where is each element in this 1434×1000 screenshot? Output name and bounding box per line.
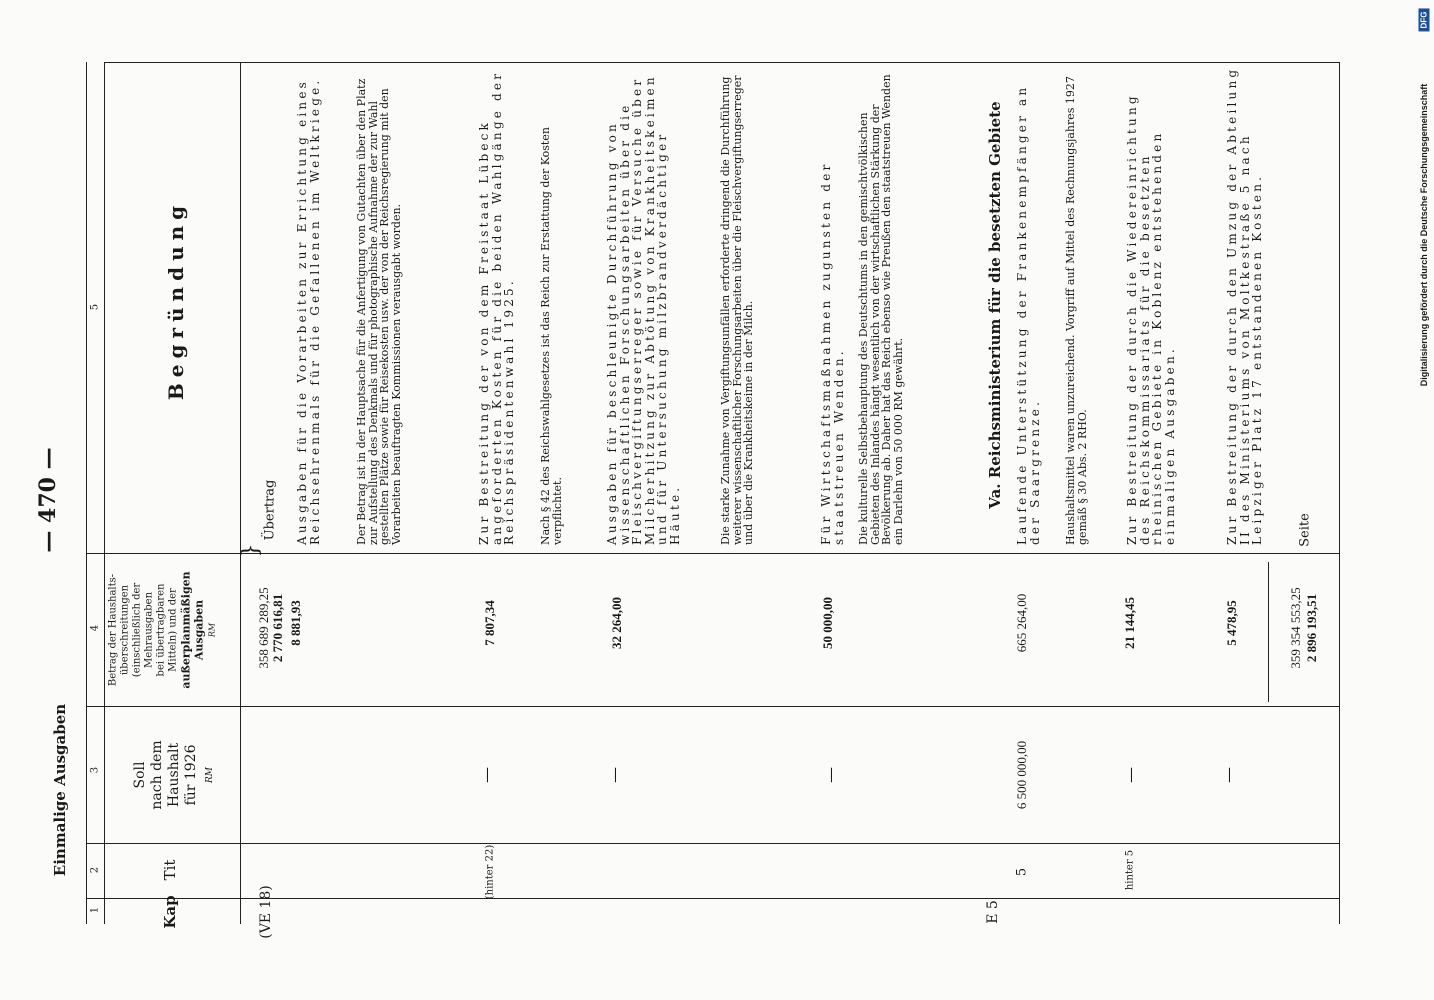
row3-soll: — (604, 767, 624, 783)
uebertrag-amount-1: 358 689 289,25 (256, 587, 271, 669)
row5-text: Haushaltsmittel waren unzureichend. Vorgriff auf Mittel des Rechnungsjahres 1927 gemäß § 30 Abs. 2 RHO. (1064, 76, 1089, 545)
row5-tit: 5 (1014, 867, 1030, 877)
row2-amount: 7 807,34 (482, 600, 497, 646)
row1-title: Ausgaben für die Vorarbeiten zur Errichtung eines Reichsehrenmals für die Gefallenen im Weltkriege. (295, 77, 322, 545)
table-top-rule (86, 62, 87, 924)
row4-amount: 50 000,00 (820, 597, 835, 649)
header-soll-line: nach dem (149, 740, 165, 810)
seite-amount-2: 2 896 193,51 (1304, 593, 1319, 663)
header-betrag-line: Ausgaben (192, 599, 206, 661)
row4-title: Für Wirtschaftsmaßnahmen zugunsten der staatstreuen Wenden. (819, 161, 846, 545)
header-rule (240, 62, 241, 924)
col-number-3: 3 (89, 766, 101, 774)
row5-amount: 665 264,00 (1014, 593, 1029, 653)
col-divider-tit-soll (86, 843, 1339, 844)
credit-text: Digitalisierung gefördert durch die Deutsche Forschungsgemeinschaft (1419, 83, 1429, 387)
header-betrag-line: außerplanmäßigen (179, 571, 193, 689)
row3-amount: 32 264,00 (609, 597, 624, 649)
section-title: Einmalige Ausgaben (51, 703, 69, 877)
row3-title: Ausgaben für beschleunigte Durchführung von wissenschaftlichen Forschungsarbeiten über die Fleischvergiftungserreger sowie für Versuche über Milcherhitzung zur Abtötung von Krankheitskeimen und für Untersuchung milzbrandverdächtiger Häute. (605, 74, 682, 545)
uebertrag-label: Übertrag (262, 479, 278, 541)
col-divider-betrag-begruendung (86, 553, 1339, 554)
row5-soll: 6 500 000,00 (1014, 740, 1029, 810)
header-soll-line: Haushalt (166, 742, 182, 808)
col-number-4: 4 (89, 624, 101, 632)
row3-text: Die starke Zunahme von Vergiftungsunfällen erforderte dringend die Durchführung weiterer wissenschaftlicher Forschungsarbeiten über die Fleischvergiftungserreger und über die Krankheitskeime in der Milch. (719, 75, 755, 545)
header-kap: Kap (161, 895, 179, 929)
row4-text: Die kulturelle Selbstbehauptung des Deutschtums in den gemischtvölkischen Gebieten des Inlandes hängt wesentlich von der wirtschaftlichen Stärkung der Bevölkerung ab. Daher hat das Reich ebenso wie Preußen den staatstreuen Wenden ein Darlehn von 50 000 RM gewährt. (857, 74, 905, 545)
header-betrag-line: Betrag der Haushalts- (107, 573, 119, 687)
uebertrag-amount-2: 2 770 616,81 (270, 593, 285, 663)
header-soll-line: Soll (132, 761, 148, 789)
header-begruendung: Begründung (164, 199, 188, 401)
row5-kap: E 5 (985, 900, 1001, 924)
row4-soll: — (820, 767, 840, 783)
column-right-edge (104, 62, 1339, 63)
header-betrag-line: überschreitungen (119, 584, 131, 676)
column-number-rule (104, 62, 105, 924)
seite-amount-1: 359 354 553,25 (1288, 587, 1303, 669)
row1-amount: 8 881,93 (288, 600, 303, 646)
row7-soll: — (1218, 767, 1238, 783)
row7-title: Zur Bestreitung der durch den Umzug der Abteilung II des Ministeriums von Moltkestraße 5 nach Leipziger Platz 17 entstandenen Kosten. (1225, 66, 1264, 545)
header-betrag-unit: RM (207, 622, 217, 638)
header-betrag-line: Mehrausgaben (143, 591, 155, 669)
sum-rule (1268, 562, 1269, 702)
row2-title: Zur Bestreitung der von dem Freistaat Lübeck angeforderten Kosten für die beiden Wahlgänge der Reichspräsidentenwahl 1925. (477, 70, 516, 545)
col-divider-soll-betrag (86, 706, 1339, 707)
row7-amount: 5 478,95 (1224, 600, 1239, 646)
row6-amount: 21 144,45 (1122, 597, 1137, 649)
header-soll-line: für 1926 (183, 744, 199, 806)
row6-tit: hinter 5 (1124, 849, 1136, 891)
row2-soll: — (476, 767, 496, 783)
row5-title: Laufende Unterstützung der Frankenempfänger an der Saargrenze. (1015, 84, 1042, 545)
header-betrag-line: bei übertragbaren (155, 583, 167, 677)
header-betrag-line: Mitteln) und der (167, 588, 179, 672)
section-heading-va: Va. Reichsministerium für die besetzten Gebiete (986, 101, 1004, 509)
col-number-1: 1 (89, 906, 101, 914)
row6-soll: — (1120, 767, 1140, 783)
row1-kap: (VE 18) (258, 885, 274, 939)
page-number: — 470 — (35, 447, 61, 553)
dfg-logo: DFG (1419, 9, 1430, 32)
col-number-5: 5 (89, 303, 101, 311)
row6-title: Zur Bestreitung der durch die Wiedereinrichtung des Reichskommissariats für die besetzten rheinischen Gebiete in Koblenz entstehenden einmaligen Ausgaben. (1125, 93, 1177, 545)
row2-tit: (hinter 22) (484, 844, 496, 900)
seite-label: Seite (1297, 513, 1313, 547)
table-bottom-rule (1339, 62, 1340, 924)
header-soll-unit: RM (205, 767, 215, 783)
header-betrag-line: (einschließlich der (131, 582, 143, 678)
row1-text: Der Betrag ist in der Hauptsache für die Anfertigung von Gutachten über den Platz zur Aufstellung des Denkmals und für photographische Aufnahme der zur Wahl gestellten Plätze sowie für Reisekosten usw. der von der Reichsregierung mit den Vorarbeiten beauftragten Kommissionen verausgabt worden. (355, 78, 403, 545)
header-tit: Tit (161, 859, 179, 881)
row2-text: Nach § 42 des Reichswahlgesetzes ist das Reich zur Erstattung der Kosten verpflichtet. (539, 127, 564, 545)
col-number-2: 2 (89, 866, 101, 874)
brace: } (238, 543, 264, 558)
